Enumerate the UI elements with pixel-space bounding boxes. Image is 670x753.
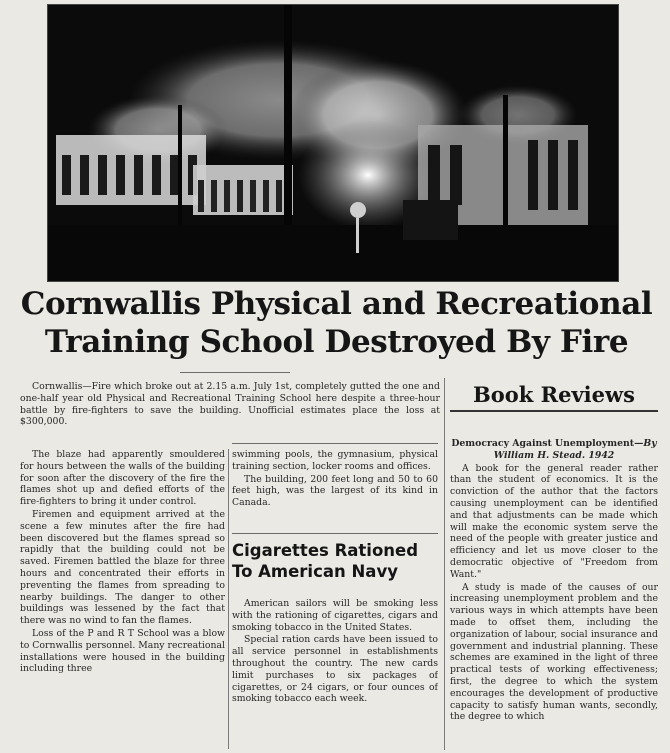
fire-photo-image xyxy=(48,5,618,281)
article-column-1 xyxy=(20,449,225,749)
article-column-2 xyxy=(232,449,438,510)
paragraph: Firemen and equipment arrived at the scene a few minutes after the fire had been discovered but the flames spread so rapidly that the building could not be saved. Firemen battled the blaze for three hours and concentrated their efforts in preventing the flames from spreading to nearby buildings. The danger to other buildings was lessened by the fact that there was no wind to fan the flames. xyxy=(20,508,225,627)
column-divider xyxy=(444,378,445,750)
cigarettes-article xyxy=(232,598,438,750)
lead-text: Cornwallis—Fire which broke out at 2.15 a.m. July 1st, completely gutted the one and one-half year old Physical and Recreational Training School here despite a three-hour battle by fire-fighters to save the building. Unofficial estimates place the loss at $300,000. xyxy=(20,381,440,428)
paragraph: The building, 200 feet long and 50 to 60 feet high, was the largest of its kind in Canada. xyxy=(232,473,438,509)
paragraph: A book for the general reader rather than the student of economics. It is the conviction of the author that the factors causing unemployment can be identified and that adjustments can be made which will make the economic system serve the need of the people with greater justice and efficiency and let us move closer to the democratic objective of "Freedom from Want." xyxy=(450,462,658,580)
lead-paragraph xyxy=(20,381,440,429)
paragraph: Special ration cards have been issued to all service personnel in establishments throughout the country. The new cards limit purchases to six packages of cigarettes, or 24 cigars, or four ounces of smoking tobacco each week. xyxy=(232,634,438,705)
paragraph: The blaze had apparently smouldered for hours between the walls of the building for soon after the discovery of the fire the flames shot up and defied efforts of the fire-fighters to bring it under control. xyxy=(20,449,225,508)
book-reviews-rule xyxy=(450,410,658,412)
fire-photo xyxy=(47,4,619,282)
divider-rule xyxy=(180,372,290,373)
paragraph: swimming pools, the gymnasium, physical training section, locker rooms and offices. xyxy=(232,449,438,472)
review-book-title: Democracy Against Unemployment xyxy=(451,438,635,449)
cigarettes-headline: Cigarettes Rationed To American Navy xyxy=(232,541,419,581)
column-divider xyxy=(228,449,229,749)
headline: Cornwallis Physical and Recreational Training School Destroyed By Fire xyxy=(20,286,653,360)
paragraph: Loss of the P and R T School was a blow to Cornwallis personnel. Many recreational installations were housed in the building including three xyxy=(20,627,225,675)
section-rule xyxy=(232,533,438,534)
review-byline: —By William H. Stead. 1942 xyxy=(493,438,657,461)
book-reviews-heading: Book Reviews xyxy=(473,382,635,407)
paragraph: American sailors will be smoking less with the rationing of cigarettes, cigars and smoking tobacco in the United States. xyxy=(232,598,438,633)
edge-mark xyxy=(620,6,668,66)
review-title xyxy=(450,438,658,462)
paragraph: A study is made of the causes of our increasing unemployment problem and the various ways in which attempts have been made to offset them, including the organization of labour, social insurance and government and industrial planning. These schemes are examined in the light of three practical tests of working effectiveness; first, the degree to which the system encourages the development of productive capacity to satisfy human wants, secondly, the degree to which xyxy=(450,581,658,723)
column-rule xyxy=(232,443,438,444)
book-reviews-column xyxy=(450,438,658,750)
